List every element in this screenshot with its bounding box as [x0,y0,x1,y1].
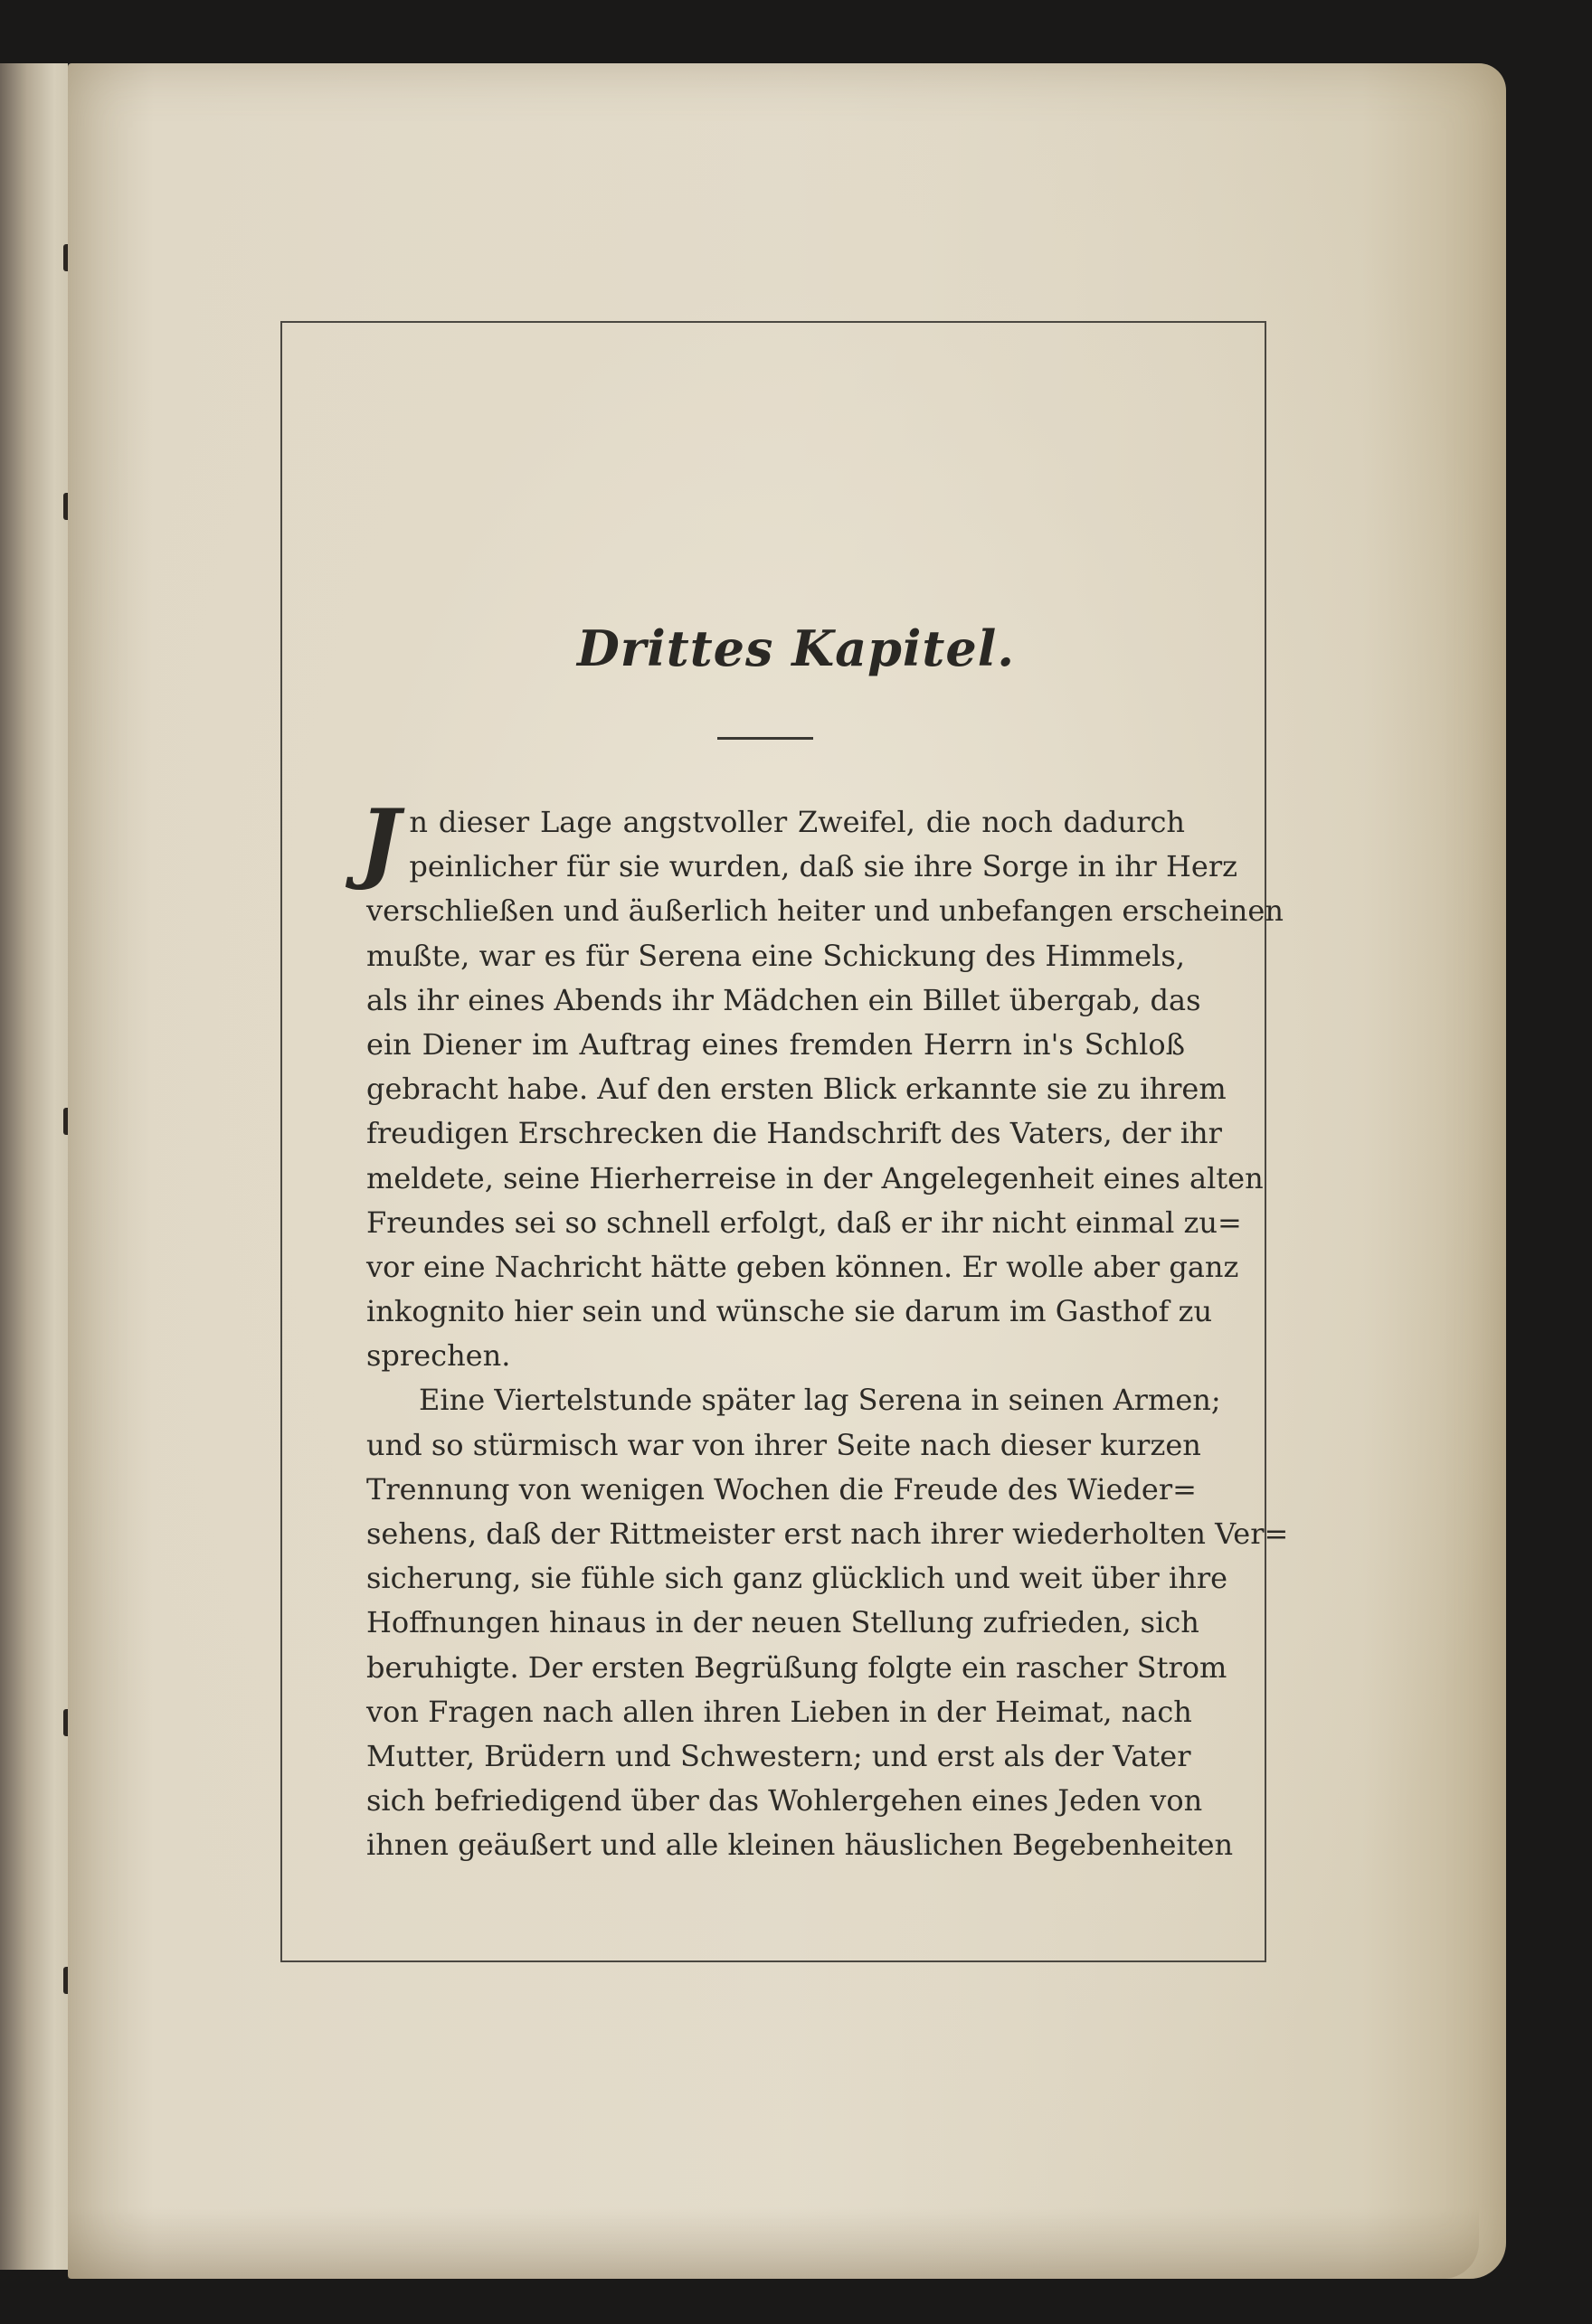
title-rule [717,737,813,740]
text-line: Trennung von wenigen Wochen die Freude des Wieder= [366,1471,1197,1507]
text-line: vor eine Nachricht hätte geben können. Er wolle aber ganz [366,1249,1239,1284]
page-bottom-edge [68,2206,1479,2279]
text-line: und so stürmisch war von ihrer Seite nach dieser kurzen [366,1427,1201,1462]
text-line: sich befriedigend über das Wohlergehen eines Jeden von [366,1783,1203,1819]
text-line: sicherung, sie fühle sich ganz glücklich und weit über ihre [366,1561,1228,1596]
text-line: ein Diener im Auftrag eines fremden Herrn in's Schloß [366,1026,1185,1062]
text-line: inkognito hier sein und wünsche sie darum im Gasthof zu [366,1294,1213,1329]
body-text [359,790,1289,1868]
text-line: peinlicher für sie wurden, daß sie ihre Sorge in ihr Herz [409,849,1237,884]
drop-cap: J [359,790,401,893]
text-line: gebracht habe. Auf den ersten Blick erkannte sie zu ihrem [366,1072,1227,1107]
text-line: beruhigte. Der ersten Begrüßung folgte ein rascher Strom [366,1649,1227,1685]
chapter-title: Drittes Kapitel. [576,619,1016,677]
text-line: n dieser Lage angstvoller Zweifel, die noch dadurch [409,805,1185,839]
text-line: von Fragen nach allen ihren Lieben in der Heimat, nach [366,1694,1192,1729]
text-line: freudigen Erschrecken die Handschrift des Vaters, der ihr [366,1116,1222,1151]
text-line: sprechen. [366,1338,511,1374]
text-line: Freundes sei so schnell erfolgt, daß er ihr nicht einmal zu= [366,1205,1242,1240]
paragraph-2 [366,1378,1289,1867]
adjacent-page-edge [0,63,68,2270]
text-line: Mutter, Brüdern und Schwestern; und erst als der Vater [366,1738,1191,1773]
text-line: verschließen und äußerlich heiter und unbefangen erscheinen [366,893,1284,929]
text-line: Hoffnungen hinaus in der neuen Stellung zufrieden, sich [366,1605,1199,1640]
paragraph-1 [359,790,1284,1378]
text-line: meldete, seine Hierherreise in der Angelegenheit eines alten [366,1160,1264,1195]
text-line: mußte, war es für Serena eine Schickung des Himmels, [366,938,1185,973]
text-line: als ihr eines Abends ihr Mädchen ein Billet übergab, das [366,982,1201,1017]
text-line: Eine Viertelstunde später lag Serena in seinen Armen; [419,1383,1221,1418]
text-line: sehens, daß der Rittmeister erst nach ihrer wiederholten Ver= [366,1516,1289,1551]
text-line: ihnen geäußert und alle kleinen häuslichen Begebenheiten [366,1828,1234,1863]
